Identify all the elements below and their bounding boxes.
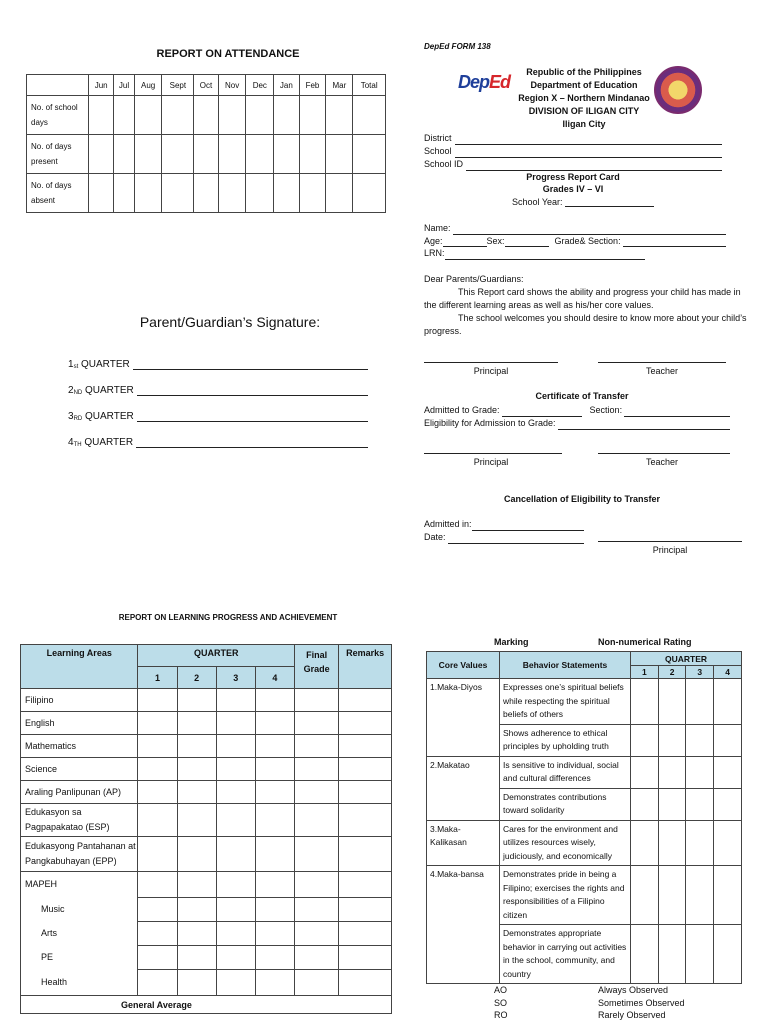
teacher-sign-line-1[interactable] [598,362,726,363]
mapeh-component: PE [21,946,138,970]
subject-label: Edukasyong Pantahanan at Pangkabuhayan (EPP) [21,837,138,872]
month-header: Total [353,75,386,96]
core-value-name: 2.Makatao [427,756,500,820]
age-sex-grade-field: Age: Sex: Grade& Section: [424,235,726,248]
mapeh-component: Arts [21,922,138,946]
school-year-field: School Year: [512,197,654,207]
attendance-corner-cell [27,75,89,96]
attendance-title: REPORT ON ATTENDANCE [156,48,300,60]
subject-label: MAPEH [21,872,138,898]
eligibility-field: Eligibility for Admission to Grade: [424,417,730,430]
district-field: District [424,132,722,145]
date-field: Date: [424,531,584,544]
quarter-number: 2 [177,667,216,689]
transfer-title: Certificate of Transfer [535,391,629,401]
attendance-table [26,74,386,213]
learning-title: REPORT ON LEARNING PROGRESS AND ACHIEVEMENT [118,613,338,622]
subject-label: English [21,712,138,735]
subject-label: Filipino [21,689,138,712]
core-value-name: 4.Maka-bansa [427,866,500,984]
month-header: Oct [194,75,218,96]
quarter-number: 2 [658,666,686,679]
rating-legend [494,984,685,1022]
core-value-name: 3.Maka-Kalikasan [427,820,500,866]
learning-areas-header: Learning Areas [21,645,138,689]
cover-header: Republic of the Philippines Department of Education Region X – Northern Mindanao DIVISION OF ILIGAN CITY Iligan City [518,67,650,129]
month-header: Nov [218,75,246,96]
behavior-statement: Shows adherence to ethical principles by upholding truth [500,724,631,756]
attendance-row-label: No. of school days [27,96,89,135]
behavior-header: Behavior Statements [500,652,631,679]
signature-line[interactable] [137,395,368,396]
attendance-row-label: No. of days present [27,135,89,174]
attendance-row-label: No. of days absent [27,174,89,213]
remarks-header: Remarks [339,645,392,689]
card-title: Progress Report Card Grades IV – VI [526,172,620,194]
signature-quarter-1: 1 $_{st}$ QUARTER [68,344,368,370]
general-average-label: General Average [21,996,392,1014]
school-id-field: School ID [424,158,722,171]
core-value-name: 1.Maka-Diyos [427,679,500,757]
legend-row: RO Rarely Observed [494,1010,666,1020]
signature-quarter-2: 2 $_{ND}$ QUARTER [68,370,368,396]
month-header: Mar [326,75,353,96]
teacher-sign-line-2[interactable] [598,453,730,454]
admitted-grade-field: Admitted to Grade: Section: [424,404,730,417]
behavior-statement: Expresses one’s spiritual beliefs while respecting the spiritual beliefs of others [500,679,631,725]
cancellation-fields [424,518,584,544]
month-header: Aug [134,75,162,96]
signature-line[interactable] [133,369,368,370]
behavior-statement: Demonstrates pride in being a Filipino; exercises the rights and responsibilities of a Filipino citizen [500,866,631,925]
behavior-statement: Demonstrates appropriate behavior in carrying out activities in the school, community, and country [500,925,631,984]
student-fields [424,222,726,260]
signature-quarter-4: 4 $_{TH}$ QUARTER [68,422,368,448]
subject-label: Mathematics [21,735,138,758]
parent-letter: Dear Parents/Guardians: This Report card shows the ability and progress your child has made in the different learning areas as well as his/her core values. The school welcomes you should desire to know more about your child’s progress. [424,274,747,336]
month-header: Feb [299,75,326,96]
marking-label: Marking [494,637,529,647]
signature-line[interactable] [137,421,368,422]
school-field: School [424,145,722,158]
quarter-number: 1 [631,666,659,679]
signature-title: Parent/Guardian’s Signature: [139,314,321,330]
quarter-number: 1 [138,667,177,689]
quarter-number: 3 [216,667,255,689]
principal-label: Principal [473,366,509,376]
legend-row: AO Always Observed [494,985,669,995]
admitted-in-field: Admitted in: [424,518,584,531]
subject-label: Science [21,758,138,781]
signature-block [68,344,368,448]
quarter-number: 4 [714,666,742,679]
month-header: Sept [162,75,194,96]
transfer-fields [424,404,730,430]
teacher-label: Teacher [645,366,679,376]
behavior-statement: Demonstrates contributions toward solidarity [500,788,631,820]
subject-label: Edukasyon sa Pagpapakatao (ESP) [21,804,138,837]
quarter-number: 4 [255,667,294,689]
subject-label: Araling Panlipunan (AP) [21,781,138,804]
quarter-header: QUARTER [138,645,294,667]
school-fields [424,132,722,171]
core-values-header: Core Values [427,652,500,679]
behavior-statement: Cares for the environment and utilizes resources wisely, judiciously, and economically [500,820,631,866]
signature-quarter-3: 3 $_{RD}$ QUARTER [68,396,368,422]
name-field: Name: [424,222,726,235]
mapeh-component: Music [21,898,138,922]
principal-label: Principal [652,545,688,555]
final-grade-header: Final Grade [294,645,338,689]
month-header: Dec [246,75,274,96]
month-header: Jul [114,75,134,96]
quarter-number: 3 [686,666,714,679]
lrn-field: LRN: [424,247,726,260]
core-values-table [426,651,742,984]
cancellation-title: Cancellation of Eligibility to Transfer [503,494,661,504]
principal-label: Principal [473,457,509,467]
legend-row: SO Sometimes Observed [494,997,685,1008]
month-header: Jan [274,75,299,96]
deped-logo: DepEd [458,72,511,92]
principal-sign-line-1[interactable] [424,362,558,363]
month-header: Jun [89,75,114,96]
mapeh-component: Health [21,970,138,996]
signature-line[interactable] [136,447,368,448]
behavior-statement: Is sensitive to individual, social and cultural differences [500,756,631,788]
quarter-header: QUARTER [631,652,742,666]
teacher-label: Teacher [645,457,679,467]
principal-sign-line-2[interactable] [424,453,562,454]
learning-table [20,644,392,1014]
form-label: DepEd FORM 138 [424,42,491,51]
rating-label: Non-numerical Rating [598,637,692,647]
principal-sign-line-3[interactable] [598,541,742,542]
